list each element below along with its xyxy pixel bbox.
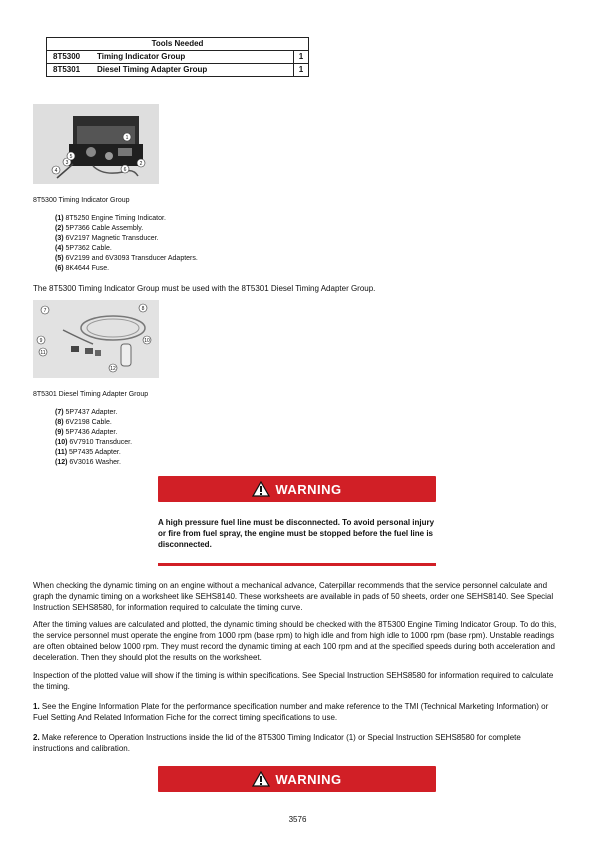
warning-divider: [158, 563, 436, 566]
callout-6: 6: [123, 167, 127, 173]
callout-11: 11: [40, 350, 46, 356]
list-item: (9) 5P7436 Adapter.: [55, 429, 118, 436]
figure-caption: 8T5301 Diesel Timing Adapter Group: [33, 391, 149, 398]
list-item: (2) 5P7366 Cable Assembly.: [55, 225, 144, 232]
list-item: (12) 6V3016 Washer.: [55, 459, 121, 466]
tool-name: Diesel Timing Adapter Group: [97, 65, 208, 74]
tool-quantity: 1: [293, 64, 308, 76]
callout-1: 1: [125, 135, 129, 141]
parts-list: [55, 408, 132, 468]
timing-indicator-group-photo: [33, 104, 159, 184]
callout-12: 12: [110, 366, 116, 372]
callout-10: 10: [144, 338, 150, 344]
callout-9: 9: [39, 338, 43, 344]
warning-triangle-icon: [252, 771, 270, 787]
callout-4: 4: [54, 168, 58, 174]
part-number: 8T5300: [53, 52, 81, 61]
callout-5: 5: [69, 154, 73, 160]
list-item: (3) 6V2197 Magnetic Transducer.: [55, 235, 159, 242]
step-item: 2. Make reference to Operation Instructions inside the lid of the 8T5300 Timing Indicator (1) or Special Instruction SEHS8580 for complete instructions and calibration.: [33, 733, 521, 753]
warning-triangle-icon: [252, 481, 270, 497]
body-paragraph: After the timing values are calculated and plotted, the dynamic timing should be checked with the 8T5300 Engine Timing Indicator Group. To do this, the service personnel must operate the engine from 1000 rpm (base rpm) to high idle and from high idle to 1000 rpm (base rpm). Unstable readings are often obtained below 1000 rpm. They must record the dynamic timing at each 100 rpm and at the specified speeds during both acceleration and deceleration. Then they should plot the results on the worksheet.: [33, 620, 557, 662]
callout-7: 7: [43, 308, 47, 314]
body-paragraph: Inspection of the plotted value will show if the timing is within specifications. See Special Instruction SEHS8580 for information required to calculate the timing.: [33, 671, 554, 691]
list-item: (7) 5P7437 Adapter.: [55, 409, 118, 416]
part-number: 8T5301: [53, 65, 81, 74]
table-row: [47, 63, 308, 76]
callout-2: 2: [139, 161, 143, 167]
list-item: (4) 5P7362 Cable.: [55, 245, 112, 252]
callout-3: 3: [65, 160, 69, 166]
warning-text: A high pressure fuel line must be disconnected. To avoid personal injury or fire from fuel spray, the engine must be stopped before the fuel line is disconnected.: [158, 518, 435, 549]
list-item: (6) 8K4644 Fuse.: [55, 265, 110, 272]
callout-8: 8: [141, 306, 145, 312]
list-item: (5) 6V2199 and 6V3093 Transducer Adapters.: [55, 255, 198, 262]
list-item: (8) 6V2198 Cable.: [55, 419, 112, 426]
parts-list: [55, 214, 198, 274]
diesel-timing-adapter-photo: [33, 300, 159, 378]
tools-table: [46, 37, 309, 77]
warning-label: WARNING: [275, 771, 342, 787]
list-item: (11) 5P7435 Adapter.: [55, 449, 121, 456]
body-paragraph: When checking the dynamic timing on an engine without a mechanical advance, Caterpillar recommends that the service personnel calculate and graph the dynamic timing on a worksheet like SEHS8140. These worksheets are available in pads of 50 sheets, order one SEHS8140. See Special Instruction SEHS8580, for information required to calculate the timing curve.: [33, 581, 554, 612]
list-item: (10) 6V7910 Transducer.: [55, 439, 133, 446]
warning-label: WARNING: [275, 481, 342, 497]
warning-banner: [158, 476, 436, 502]
step-item: 1. See the Engine Information Plate for the performance specification number and make reference to the TMI (Technical Marketing Information) or Fuel Setting And Related Information Fiche for the correct timing specifications to use.: [33, 702, 549, 722]
page-number: 3576: [288, 815, 307, 824]
table-row: [47, 51, 308, 63]
figure-caption: 8T5300 Timing Indicator Group: [33, 197, 130, 204]
tool-quantity: 1: [293, 51, 308, 63]
tools-table-header: Tools Needed: [47, 38, 308, 51]
warning-banner: [158, 766, 436, 792]
tool-name: Timing Indicator Group: [97, 52, 186, 61]
note-paragraph: The 8T5300 Timing Indicator Group must be used with the 8T5301 Diesel Timing Adapter Group.: [33, 284, 376, 293]
list-item: (1) 8T5250 Engine Timing Indicator.: [55, 215, 166, 222]
